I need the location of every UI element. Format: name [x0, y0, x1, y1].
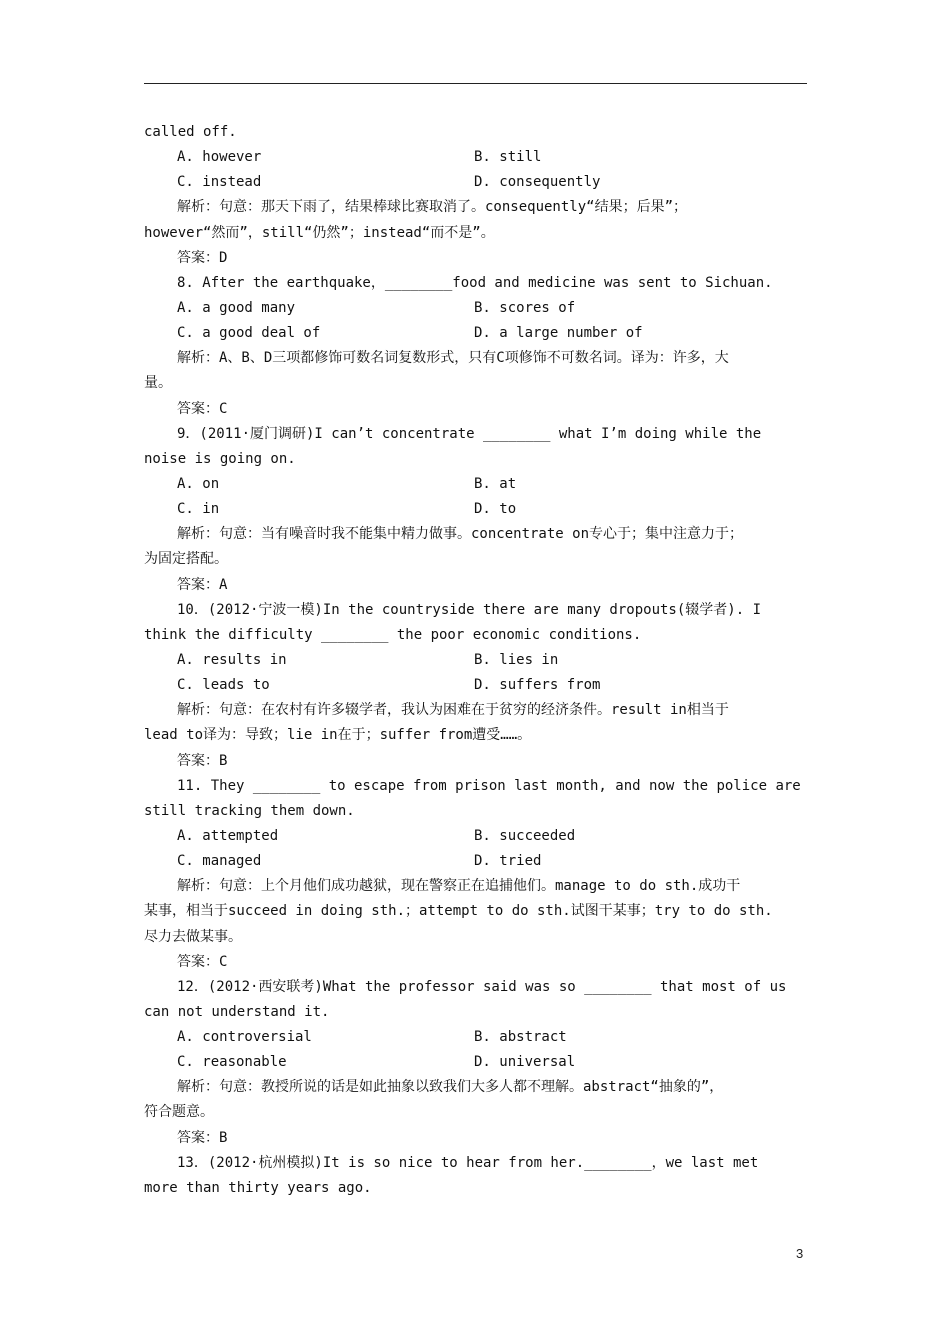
text-line: 符合题意。 [144, 1104, 214, 1121]
option-right: D. a large number of [474, 325, 643, 342]
option-left: C. instead [177, 174, 262, 191]
option-left: A. a good many [177, 299, 296, 316]
text-line: still tracking them down. [144, 802, 355, 819]
text-line: lead to译为：导致；lie in在于；suffer from遭受……。 [144, 727, 532, 744]
text-line: 尽力去做某事。 [144, 928, 242, 945]
option-row [144, 1025, 807, 1050]
option-left: C. reasonable [177, 1054, 287, 1071]
header-rule [144, 83, 807, 84]
text-line: 10．(2012·宁波一模)In the countryside there are many dropouts(辍学者). I [177, 601, 762, 618]
option-right: D. to [474, 501, 517, 518]
text-line: 解析：句意：上个月他们成功越狱，现在警察正在追捕他们。manage to do sth.成功干 [177, 878, 741, 895]
option-row [144, 673, 807, 698]
text-line: 量。 [144, 375, 172, 392]
option-left: C. leads to [177, 677, 270, 694]
text-line: called off. [144, 124, 237, 140]
option-left: A. attempted [177, 827, 279, 844]
option-left: C. managed [177, 853, 262, 870]
text-line: 12．(2012·西安联考)What the professor said was so ________ that most of us [177, 978, 787, 995]
text-line: can not understand it. [144, 1003, 330, 1020]
option-left: A. results in [177, 651, 287, 668]
option-row [144, 170, 807, 195]
option-right: B. scores of [474, 299, 576, 316]
document-body [144, 120, 807, 1201]
text-line: 13．(2012·杭州模拟)It is so nice to hear from her.________，we last met [177, 1154, 759, 1171]
option-right: B. abstract [474, 1029, 567, 1046]
option-row [144, 321, 807, 346]
option-row [144, 1050, 807, 1075]
option-right: B. lies in [474, 651, 559, 668]
option-row [144, 296, 807, 321]
option-row [144, 472, 807, 497]
option-row [144, 849, 807, 874]
text-line: 解析：A、B、D三项都修饰可数名词复数形式，只有C项修饰不可数名词。译为：许多，大 [177, 350, 729, 367]
text-line: 答案：D [177, 249, 228, 266]
option-right: D. universal [474, 1054, 576, 1071]
text-line: 解析：句意：在农村有许多辍学者，我认为困难在于贫穷的经济条件。result in相当于 [177, 702, 729, 719]
option-left: C. in [177, 501, 220, 518]
text-line: 9．(2011·厦门调研)I can’t concentrate ________ what I’m doing while the [177, 425, 762, 442]
text-line: 解析：句意：当有噪音时我不能集中精力做事。concentrate on专心于；集中注意力于； [177, 526, 743, 543]
text-line: 答案：A [177, 576, 228, 593]
option-row [144, 497, 807, 522]
text-line: 答案：B [177, 1129, 228, 1146]
option-row [144, 824, 807, 849]
text-line: 答案：C [177, 400, 228, 417]
text-line: 8. After the earthquake，________food and medicine was sent to Sichuan. [177, 274, 773, 291]
option-row [144, 145, 807, 170]
option-row [144, 648, 807, 673]
option-left: A. on [177, 475, 220, 492]
text-line: think the difficulty ________ the poor economic conditions. [144, 626, 642, 643]
option-left: A. however [177, 149, 262, 166]
option-right: D. suffers from [474, 677, 601, 694]
option-right: D. tried [474, 853, 542, 870]
option-left: C. a good deal of [177, 325, 321, 342]
option-left: A. controversial [177, 1029, 312, 1046]
text-line: 为固定搭配。 [144, 551, 228, 568]
text-line: 解析：句意：教授所说的话是如此抽象以致我们大多人都不理解。abstract“抽象的”， [177, 1079, 724, 1096]
option-right: B. at [474, 475, 517, 492]
text-line: noise is going on. [144, 450, 296, 467]
text-line: 答案：B [177, 752, 228, 769]
option-right: D. consequently [474, 174, 601, 191]
text-line: 答案：C [177, 953, 228, 970]
text-line: 某事，相当于succeed in doing sth.；attempt to do sth.试图干某事；try to do sth. [144, 903, 773, 920]
text-line: 解析：句意：那天下雨了，结果棒球比赛取消了。consequently“结果；后果”； [177, 199, 688, 216]
text-line: more than thirty years ago. [144, 1179, 372, 1196]
text-line: 11. They ________ to escape from prison last month, and now the police are [177, 777, 801, 794]
option-right: B. still [474, 149, 542, 166]
option-right: B. succeeded [474, 827, 576, 844]
text-line: however“然而”，still“仍然”；instead“而不是”。 [144, 224, 495, 241]
page-number: 3 [796, 1246, 804, 1261]
